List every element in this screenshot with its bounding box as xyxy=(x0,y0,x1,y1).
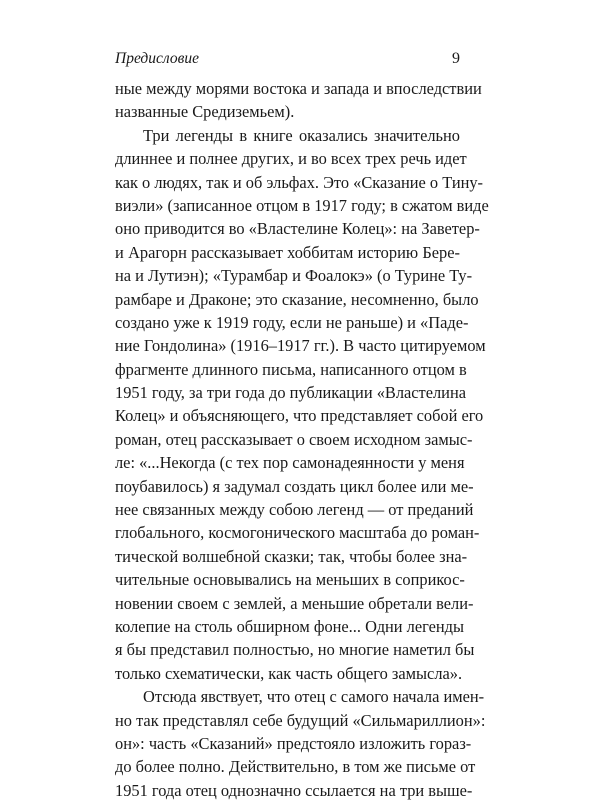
text-line: поубавилось) я задумал создать цикл более или ме- xyxy=(115,476,474,496)
text-line: ные между морями востока и запада и впоследствии xyxy=(115,79,482,98)
text-line: названные Средиземьем). xyxy=(115,102,295,122)
text-line: тической волшебной сказки; так, чтобы более зна- xyxy=(115,546,468,566)
text-line: он»: часть «Сказаний» предстояло изложить гораз- xyxy=(115,733,472,753)
text-line: чительные основывались на меньших в соприкос- xyxy=(115,570,465,590)
text-line: до более полно. Действительно, в том же письме от xyxy=(115,757,476,777)
text-line: как о людях, так и об эльфах. Это «Сказание о Тину- xyxy=(115,172,484,192)
text-line: фрагменте длинного письма, написанного отцом в xyxy=(115,359,467,379)
text-line: роман, отец рассказывает о своем исходном замыс- xyxy=(115,429,473,449)
page-number: 9 xyxy=(452,50,460,67)
text-line: ле: «...Некогда (с тех пор самонадеянности у меня xyxy=(115,453,465,473)
text-line: ние Гондолина» (1916–1917 гг.). В часто цитируемом xyxy=(115,336,486,356)
text-line: но так представлял себе будущий «Сильмариллион»: xyxy=(115,710,486,730)
section-title: Предисловие xyxy=(115,50,199,67)
text-line: глобального, космогонического масштаба до роман- xyxy=(115,523,480,543)
text-line: я бы представил полностью, но многие наметил бы xyxy=(115,640,475,660)
text-line: 1951 году, за три года до публикации «Властелина xyxy=(115,383,466,403)
text-line: нее связанных между собою легенд — от преданий xyxy=(115,500,474,520)
text-line: Колец» и объясняющего, что представляет собой его xyxy=(115,406,484,426)
text-line: рамбаре и Драконе; это сказание, несомненно, было xyxy=(115,289,479,309)
running-head xyxy=(115,47,460,71)
text-line: только схематически, как часть общего замысла». xyxy=(115,663,463,683)
text-line: создано уже к 1919 году, если не раньше) и «Паде- xyxy=(115,312,469,332)
text-line: оно приводится во «Властелине Колец»: на Заветер- xyxy=(115,219,480,239)
text-line: и Арагорн рассказывает хоббитам историю Бере- xyxy=(115,242,460,262)
text-line: длиннее и полнее других, и во всех трех речь идет xyxy=(115,149,467,169)
body-text xyxy=(115,77,489,802)
text-line: новении своем с землей, а меньшие обретали вели- xyxy=(115,593,474,613)
text-line: 1951 года отец однозначно ссылается на три выше- xyxy=(115,780,473,800)
text-line: Три легенды в книге оказались значительно xyxy=(143,125,460,145)
text-line: колепие на столь обширном фоне... Одни легенды xyxy=(115,616,465,636)
text-line: на и Лутиэн); «Турамбар и Фоалокэ» (о Турине Ту- xyxy=(115,266,473,286)
text-line: виэли» (записанное отцом в 1917 году; в сжатом виде xyxy=(115,195,489,215)
text-line: Отсюда явствует, что отец с самого начала имен- xyxy=(143,687,485,707)
